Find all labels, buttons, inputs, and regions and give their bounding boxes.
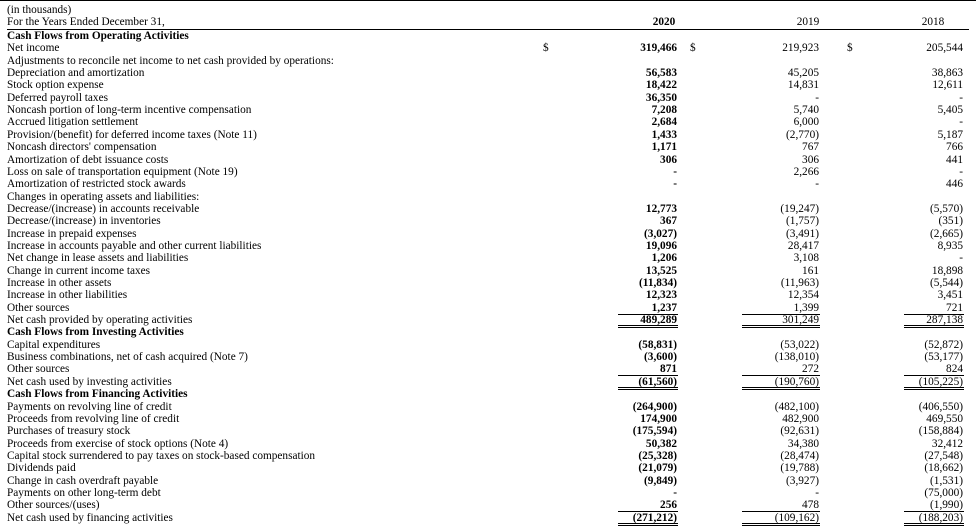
currency-symbol-2018: $ (847, 42, 853, 55)
line-item-label: Net income (7, 42, 60, 55)
row-net-cash-used-by-investing-activities (0, 376, 976, 388)
value-2020: 1,206 (651, 252, 677, 265)
value-2019: (92,631) (780, 425, 819, 438)
value-2018: (351) (938, 215, 963, 228)
line-item-label: Other sources (7, 301, 70, 314)
row-noncash-portion-of-long-term-incentive-compensat (0, 104, 976, 116)
value-2020: 56,583 (645, 67, 677, 80)
row-noncash-directors-compensation (0, 141, 976, 153)
value-2020: 256 (660, 499, 677, 512)
row-capital-expenditures (0, 339, 976, 351)
value-2019: 2,266 (793, 165, 819, 178)
value-2019: 12,354 (787, 289, 819, 302)
value-2019: (190,760) (774, 375, 819, 388)
value-2020: (3,027) (644, 227, 677, 240)
row-decrease-increase-in-accounts-receivable (0, 203, 976, 215)
line-item-label: Purchases of treasury stock (7, 425, 131, 438)
value-2020: - (673, 486, 677, 499)
row-increase-in-other-assets (0, 277, 976, 289)
line-item-label: Amortization of debt issuance costs (7, 153, 169, 166)
value-2018: 5,187 (937, 128, 963, 141)
value-2019: (482,100) (774, 400, 819, 413)
value-2020: 1,237 (651, 301, 677, 314)
value-2020: 1,171 (651, 141, 677, 154)
value-2019: (2,770) (786, 128, 819, 141)
currency-symbol-2020: $ (543, 42, 549, 55)
row-proceeds-from-revolving-line-of-credit (0, 413, 976, 425)
line-item-label: Payments on revolving line of credit (7, 400, 172, 413)
row-proceeds-from-exercise-of-stock-options-note-4 (0, 438, 976, 450)
total-double-rule (742, 523, 820, 526)
value-2019: - (815, 178, 819, 191)
row-payments-on-other-long-term-debt (0, 487, 976, 499)
row-increase-in-other-liabilities (0, 289, 976, 301)
value-2020: (271,212) (632, 511, 677, 524)
value-2018: (2,665) (930, 227, 963, 240)
row-accrued-litigation-settlement (0, 116, 976, 128)
value-2020: 18,422 (645, 79, 677, 92)
value-2018: (1,990) (930, 499, 963, 512)
line-item-label: Net change in lease assets and liabilities (7, 252, 189, 265)
row-loss-on-sale-of-transportation-equipment-note-19 (0, 166, 976, 178)
line-item-label: Dividends paid (7, 462, 76, 475)
value-2018: 721 (946, 301, 963, 314)
value-2020: - (673, 165, 677, 178)
row-increase-in-prepaid-expenses (0, 228, 976, 240)
value-2020: 174,900 (640, 412, 677, 425)
value-2018: (5,544) (930, 277, 963, 289)
line-item-label: Accrued litigation settlement (7, 116, 139, 129)
value-2018: (158,884) (918, 425, 963, 438)
section-heading: Cash Flows from Financing Activities (7, 388, 188, 401)
row-net-income (0, 42, 976, 54)
row-increase-in-accounts-payable-and-other-current-l (0, 240, 976, 252)
total-double-rule (618, 523, 678, 526)
line-item-label: Increase in prepaid expenses (7, 227, 137, 240)
value-2018: (75,000) (924, 486, 963, 499)
line-item-label: Decrease/(increase) in accounts receivable (7, 202, 200, 215)
value-2019: 5,740 (793, 104, 819, 117)
value-2019: - (815, 91, 819, 104)
row-cash-flows-from-financing-activities (0, 388, 976, 400)
row-cash-flows-from-operating-activities (0, 30, 976, 42)
line-item-label: Decrease/(increase) in inventories (7, 215, 161, 228)
value-2018: (406,550) (918, 400, 963, 413)
value-2019: (138,010) (774, 351, 819, 364)
value-2020: (264,900) (632, 400, 677, 413)
line-item-label: Increase in other assets (7, 277, 112, 289)
row-change-in-cash-overdraft-payable (0, 475, 976, 487)
value-2018: 205,544 (926, 42, 963, 55)
value-2020: (9,849) (644, 474, 677, 487)
value-2020: (25,328) (638, 449, 677, 462)
value-2019: (28,474) (780, 449, 819, 462)
value-2020: 12,323 (645, 289, 677, 302)
row-stock-option-expense (0, 79, 976, 91)
row-depreciation-and-amortization (0, 67, 976, 79)
value-2018: 8,935 (937, 239, 963, 252)
line-item-label: Net cash used by financing activities (7, 511, 173, 524)
value-2018: 287,138 (926, 314, 963, 327)
line-item-label: Deferred payroll taxes (7, 91, 108, 104)
line-item-label: Amortization of restricted stock awards (7, 178, 186, 191)
header-row (0, 16, 976, 28)
value-2019: 14,831 (787, 79, 819, 92)
value-2019: 306 (802, 153, 819, 166)
line-item-label: Capital stock surrendered to pay taxes on stock-based compensation (7, 449, 316, 462)
value-2018: - (959, 252, 963, 265)
value-2020: 489,289 (640, 314, 677, 327)
value-2018: 446 (946, 178, 963, 191)
line-item-label: Stock option expense (7, 79, 104, 92)
value-2018: 5,405 (937, 104, 963, 117)
section-heading: Cash Flows from Operating Activities (7, 30, 189, 42)
value-2020: 1,433 (651, 128, 677, 141)
row-other-sources (0, 363, 976, 375)
row-decrease-increase-in-inventories (0, 215, 976, 227)
line-item-label: Increase in other liabilities (7, 289, 128, 302)
row-adjustments-to-reconcile-net-income-to-net-cash- (0, 55, 976, 67)
value-2020: 7,208 (651, 104, 677, 117)
value-2018: (52,872) (924, 338, 963, 351)
value-2018: 766 (946, 141, 963, 154)
value-2019: 3,108 (793, 252, 819, 265)
row-other-sources-uses (0, 499, 976, 511)
value-2018: - (959, 165, 963, 178)
value-2018: 3,451 (937, 289, 963, 302)
value-2019: 272 (802, 363, 819, 376)
row-changes-in-operating-assets-and-liabilities (0, 191, 976, 203)
row-capital-stock-surrendered-to-pay-taxes-on-stock- (0, 450, 976, 462)
value-2020: 871 (660, 363, 677, 376)
row-dividends-paid (0, 462, 976, 474)
line-item-label: Other sources/(uses) (7, 499, 100, 512)
row-amortization-of-restricted-stock-awards (0, 178, 976, 190)
value-2020: (58,831) (638, 338, 677, 351)
line-item-label: Proceeds from exercise of stock options (Note 4) (7, 437, 229, 450)
total-double-rule (904, 523, 964, 526)
line-item-label: Depreciation and amortization (7, 67, 145, 80)
value-2019: (109,162) (774, 511, 819, 524)
top-rule (0, 0, 976, 1)
section-heading: Cash Flows from Investing Activities (7, 326, 184, 339)
value-2019: (11,963) (780, 277, 819, 289)
value-2019: (19,247) (780, 202, 819, 215)
value-2019: (1,757) (786, 215, 819, 228)
line-item-label: Change in current income taxes (7, 264, 151, 277)
row-deferred-payroll-taxes (0, 92, 976, 104)
value-2018: 32,412 (931, 437, 963, 450)
value-2019: (53,022) (780, 338, 819, 351)
value-2018: - (959, 116, 963, 129)
value-2020: 19,096 (645, 239, 677, 252)
year-header-2020: 2020 (652, 16, 676, 28)
row-business-combinations-net-of-cash-acquired-note- (0, 351, 976, 363)
line-item-label: Payments on other long-term debt (7, 486, 161, 499)
value-2020: 319,466 (640, 42, 677, 55)
value-2019: 34,380 (787, 437, 819, 450)
row-other-sources (0, 302, 976, 314)
value-2020: 367 (660, 215, 677, 228)
value-2018: (27,548) (924, 449, 963, 462)
value-2019: 482,900 (782, 412, 819, 425)
line-item-label: Proceeds from revolving line of credit (7, 412, 180, 425)
value-2018: (18,662) (924, 462, 963, 475)
value-2019: 767 (802, 141, 819, 154)
line-item-label: Noncash directors' compensation (7, 141, 157, 154)
value-2018: 38,863 (931, 67, 963, 80)
line-item-label: Net cash used by investing activities (7, 375, 172, 388)
row-purchases-of-treasury-stock (0, 425, 976, 437)
value-2020: (175,594) (632, 425, 677, 438)
line-item-label: Loss on sale of transportation equipment (Note 19) (7, 165, 238, 178)
units-label: (in thousands) (7, 4, 72, 16)
value-2020: (21,079) (638, 462, 677, 475)
value-2018: (53,177) (924, 351, 963, 364)
row-net-change-in-lease-assets-and-liabilities (0, 252, 976, 264)
value-2019: 478 (802, 499, 819, 512)
units-row (0, 4, 976, 16)
row-change-in-current-income-taxes (0, 265, 976, 277)
value-2020: (3,600) (644, 351, 677, 364)
line-item-label: Noncash portion of long-term incentive compensation (7, 104, 252, 117)
value-2019: (19,788) (780, 462, 819, 475)
line-item-label: Other sources (7, 363, 70, 376)
value-2018: (1,531) (930, 474, 963, 487)
value-2019: 219,923 (782, 42, 819, 55)
value-2020: - (673, 178, 677, 191)
year-header-2019: 2019 (796, 16, 820, 28)
value-2018: 441 (946, 153, 963, 166)
line-item-label: Adjustments to reconcile net income to net cash provided by operations: (7, 54, 334, 67)
value-2018: (5,570) (930, 202, 963, 215)
value-2019: 161 (802, 264, 819, 277)
line-item-label: Change in cash overdraft payable (7, 474, 159, 487)
value-2018: 469,550 (926, 412, 963, 425)
row-net-cash-provided-by-operating-activities (0, 314, 976, 326)
value-2018: 12,611 (932, 79, 963, 92)
value-2020: (61,560) (638, 375, 677, 388)
row-net-cash-used-by-financing-activities (0, 512, 976, 524)
value-2019: (3,491) (786, 227, 819, 240)
value-2020: 306 (660, 153, 677, 166)
value-2019: 28,417 (787, 239, 819, 252)
value-2018: 824 (946, 363, 963, 376)
line-item-label: Increase in accounts payable and other current liabilities (7, 239, 262, 252)
value-2018: (188,203) (918, 511, 963, 524)
line-item-label: Net cash provided by operating activities (7, 314, 193, 327)
value-2019: - (815, 486, 819, 499)
value-2018: - (959, 91, 963, 104)
row-cash-flows-from-investing-activities (0, 326, 976, 338)
value-2020: 13,525 (645, 264, 677, 277)
value-2020: (11,834) (639, 277, 677, 289)
line-item-label: Capital expenditures (7, 338, 101, 351)
value-2019: 301,249 (782, 314, 819, 327)
value-2018: (105,225) (918, 375, 963, 388)
value-2019: 45,205 (787, 67, 819, 80)
value-2020: 36,350 (645, 91, 677, 104)
value-2019: 6,000 (793, 116, 819, 129)
row-provision-benefit-for-deferred-income-taxes-note (0, 129, 976, 141)
year-header-2018: 2018 (921, 16, 945, 28)
value-2019: 1,399 (793, 301, 819, 314)
value-2020: 2,684 (651, 116, 677, 129)
period-label: For the Years Ended December 31, (7, 16, 165, 28)
line-item-label: Business combinations, net of cash acquired (Note 7) (7, 351, 248, 364)
line-item-label: Changes in operating assets and liabilities: (7, 190, 200, 203)
value-2018: 18,898 (931, 264, 963, 277)
row-payments-on-revolving-line-of-credit (0, 401, 976, 413)
line-item-label: Provision/(benefit) for deferred income taxes (Note 11) (7, 128, 257, 141)
row-amortization-of-debt-issuance-costs (0, 154, 976, 166)
value-2020: 12,773 (645, 202, 677, 215)
currency-symbol-2019: $ (690, 42, 696, 55)
value-2019: (3,927) (786, 474, 819, 487)
value-2020: 50,382 (645, 437, 677, 450)
